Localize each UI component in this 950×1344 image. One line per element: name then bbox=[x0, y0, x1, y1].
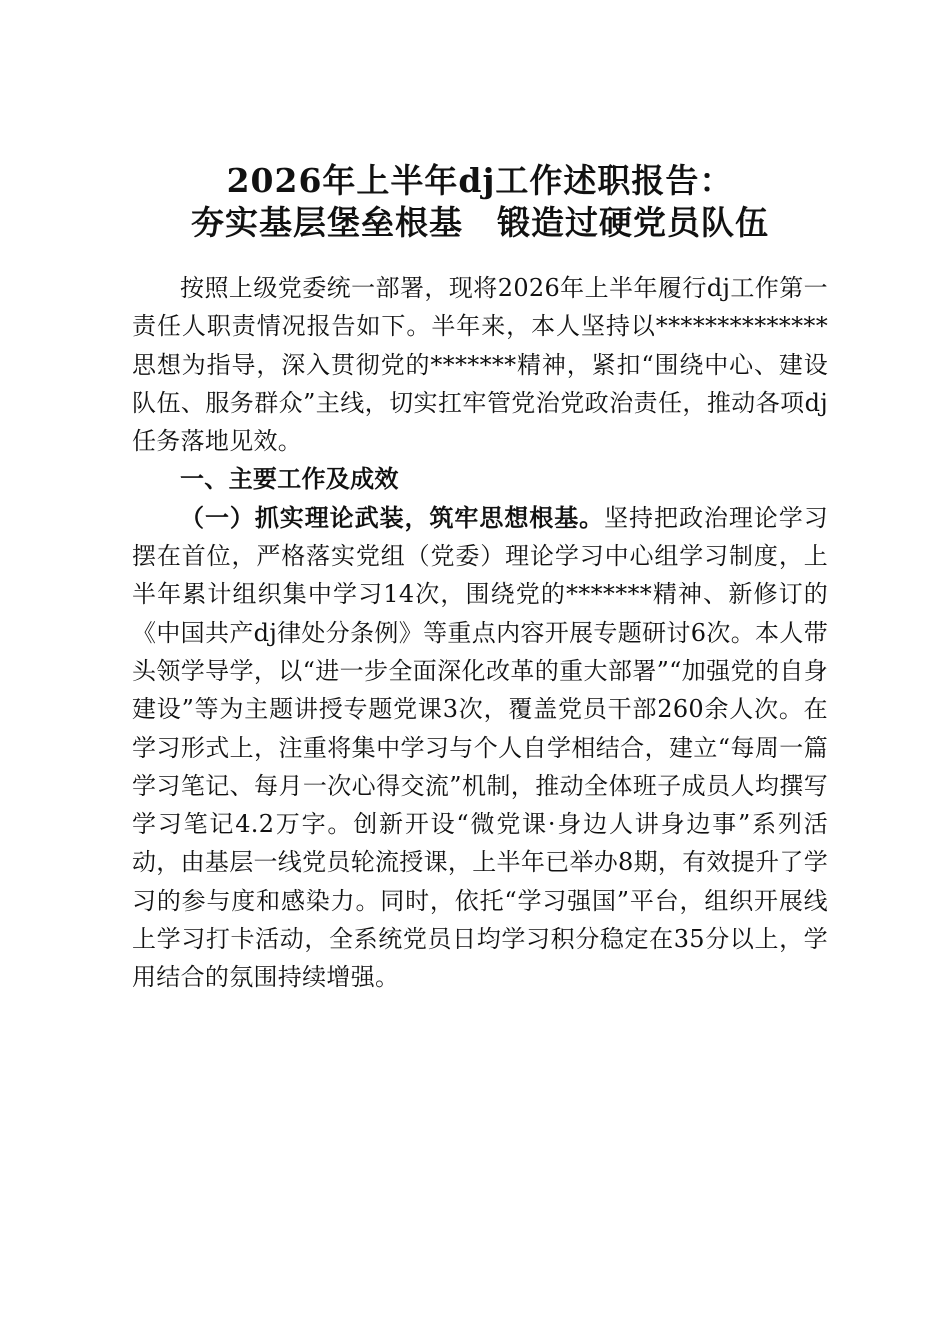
title-line-2: 夯实基层堡垒根基 锻造过硬党员队伍 bbox=[191, 203, 769, 242]
section-heading: 一、主要工作及成效 bbox=[180, 464, 399, 494]
document-title bbox=[132, 160, 828, 244]
section-paragraph bbox=[132, 499, 828, 997]
document-body bbox=[132, 269, 828, 997]
subsection-title: （一）抓实理论武装，筑牢思想根基。 bbox=[180, 502, 605, 532]
document-page bbox=[132, 160, 828, 997]
title-line-1: 2026年上半年dj工作述职报告： bbox=[226, 161, 734, 200]
intro-paragraph: 按照上级党委统一部署，现将2026年上半年履行dj工作第一责任人职责情况报告如下。半年来，本人坚持以**************思想为指导，深入贯彻党的*******精神，紧扣“围绕中心、建设队伍、服务群众”主线，切实扛牢管党治党政治责任，推动各项dj任务落地见效。 bbox=[132, 274, 828, 456]
subsection-body: 坚持把政治理论学习摆在首位，严格落实党组（党委）理论学习中心组学习制度，上半年累计组织集中学习14次，围绕党的*******精神、新修订的《中国共产dj律处分条例》等重点内容开展专题研讨6次。本人带头领学导学，以“进一步全面深化改革的重大部署”“加强党的自身建设”等为主题讲授专题党课3次，覆盖党员干部260余人次。在学习形式上，注重将集中学习与个人自学相结合，建立“每周一篇学习笔记、每月一次心得交流”机制，推动全体班子成员人均撰写学习笔记4.2万字。创新开设“微党课·身边人讲身边事”系列活动，由基层一线党员轮流授课，上半年已举办8期，有效提升了学习的参与度和感染力。同时，依托“学习强国”平台，组织开展线上学习打卡活动，全系统党员日均学习积分稳定在35分以上，学用结合的氛围持续增强。 bbox=[132, 503, 828, 992]
